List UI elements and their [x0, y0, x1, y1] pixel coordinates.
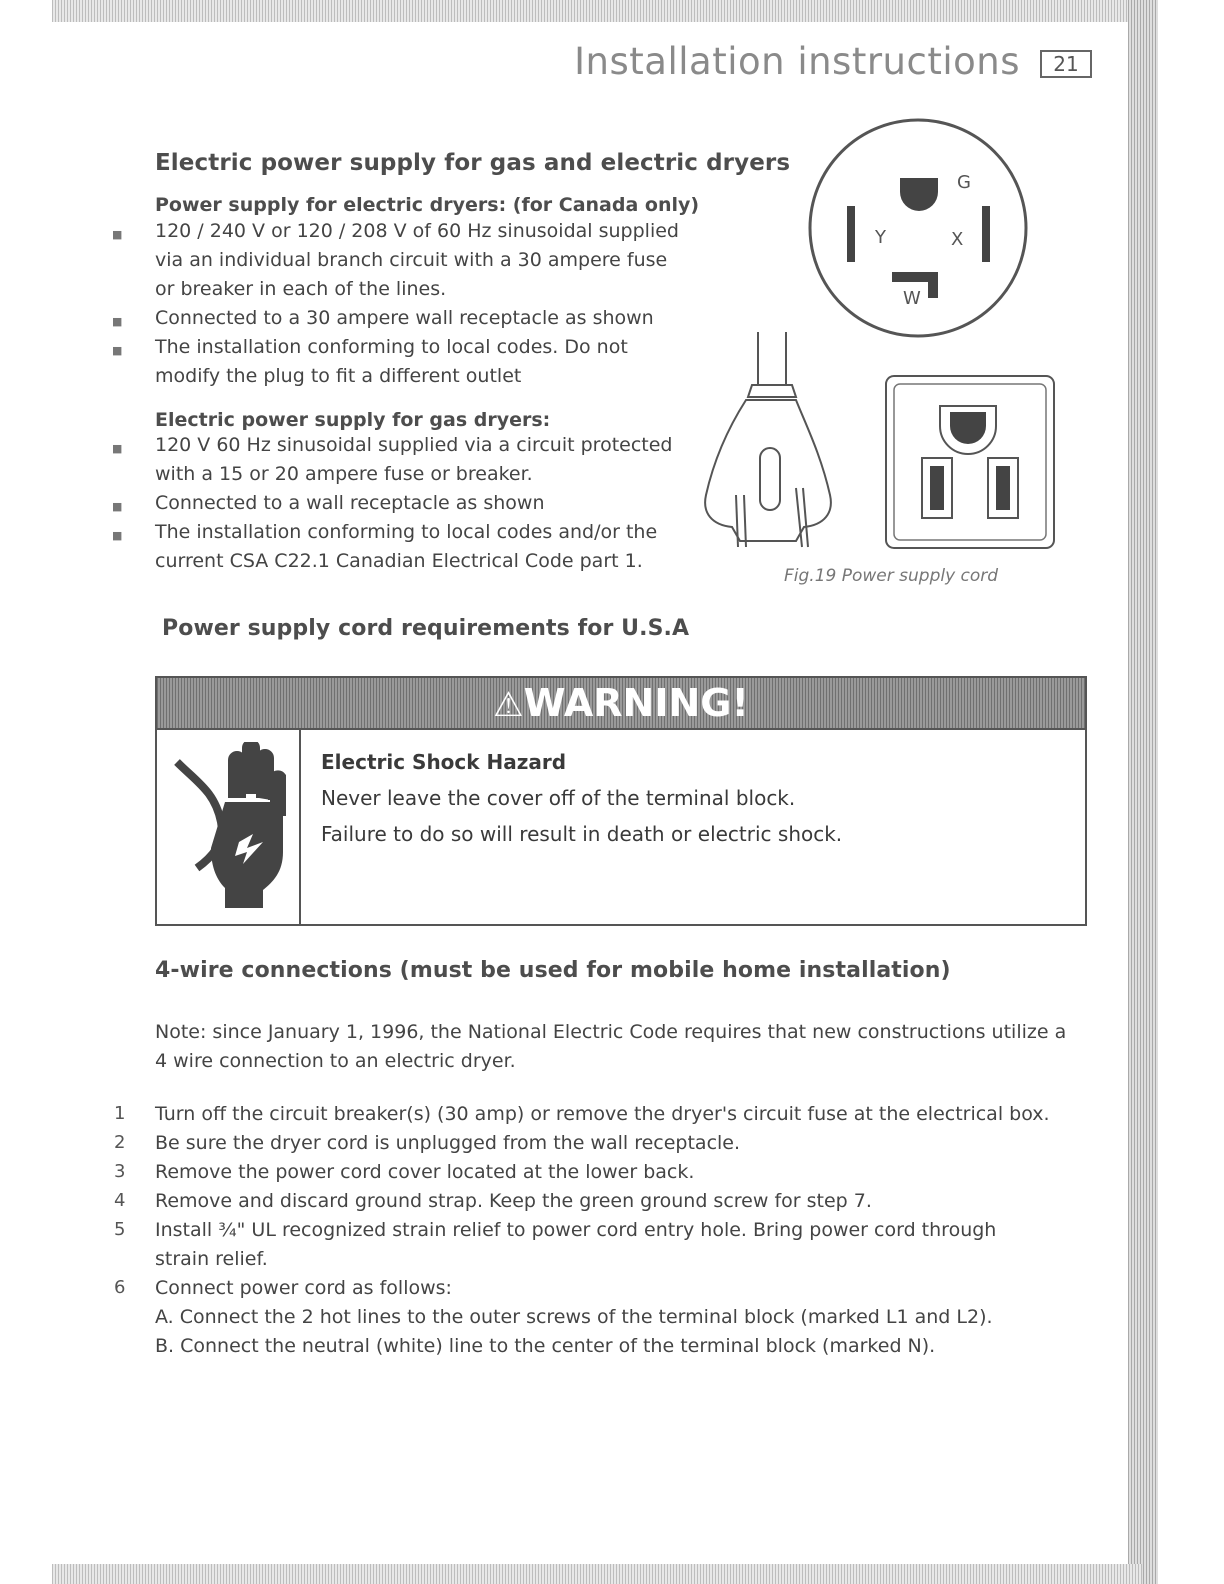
warning-divider: [299, 728, 301, 924]
warning-hazard: Electric Shock Hazard: [321, 750, 567, 774]
step-2-line-1: Be sure the dryer cord is unplugged from the wall receptacle.: [155, 1132, 741, 1154]
step-number: 3: [114, 1161, 126, 1182]
step-number: 6: [114, 1277, 126, 1298]
gas-subtitle: Electric power supply for gas dryers:: [155, 409, 551, 431]
canada-bullet-3-line-2: modify the plug to fit a different outlet: [155, 365, 522, 387]
gas-bullet-1-line-2: with a 15 or 20 ampere fuse or breaker.: [155, 463, 533, 485]
step-number: 4: [114, 1190, 126, 1211]
receptacle-label-y: Y: [875, 227, 886, 248]
step-6-line-3: B. Connect the neutral (white) line to the center of the terminal block (marked N).: [155, 1335, 936, 1357]
receptacle-label-x: X: [951, 229, 964, 250]
figure-caption: Fig.19 Power supply cord: [784, 566, 999, 586]
gas-bullet-2: Connected to a wall receptacle as shown: [155, 492, 545, 514]
step-5-line-2: strain relief.: [155, 1248, 268, 1270]
receptacle-label-g: G: [957, 172, 971, 193]
four-prong-receptacle-icon: [810, 120, 1026, 336]
three-prong-plug-icon: [705, 332, 831, 547]
step-6-line-1: Connect power cord as follows:: [155, 1277, 452, 1299]
note-line-1: Note: since January 1, 1996, the National Electric Code requires that new constructions utilize a: [155, 1021, 1067, 1043]
step-4-line-1: Remove and discard ground strap. Keep the green ground screw for step 7.: [155, 1190, 872, 1212]
canada-bullet-1-line-1: 120 / 240 V or 120 / 208 V of 60 Hz sinusoidal supplied: [155, 220, 679, 242]
bullet-icon: ■: [112, 315, 123, 328]
scan-border-top: [52, 0, 1156, 22]
section-title-4-wire: 4-wire connections (must be used for mobile home installation): [155, 958, 951, 983]
section-title-usa: Power supply cord requirements for U.S.A: [162, 616, 690, 641]
gas-bullet-3-line-1: The installation conforming to local codes and/or the: [155, 521, 658, 543]
warning-box: [155, 676, 1087, 926]
canada-subtitle: Power supply for electric dryers: (for Canada only): [155, 194, 700, 216]
warning-title: ⚠WARNING!: [493, 681, 749, 725]
gas-bullet-1-line-1: 120 V 60 Hz sinusoidal supplied via a circuit protected: [155, 434, 673, 456]
scan-border-right: [1128, 0, 1158, 1584]
page-title: Installation instructions: [574, 40, 1020, 83]
bullet-icon: ■: [112, 529, 123, 542]
warning-triangle-icon: ⚠: [493, 685, 524, 725]
step-number: 5: [114, 1219, 126, 1240]
step-6-line-2: A. Connect the 2 hot lines to the outer screws of the terminal block (marked L1 and L2).: [155, 1306, 993, 1328]
receptacle-label-w: W: [903, 288, 921, 309]
bullet-icon: ■: [112, 228, 123, 241]
power-supply-figure: [700, 110, 1080, 570]
section-title-power-supply: Electric power supply for gas and electric dryers: [155, 150, 791, 176]
canada-bullet-1-line-3: or breaker in each of the lines.: [155, 278, 447, 300]
warning-line-1: Never leave the cover off of the terminal block.: [321, 786, 796, 810]
step-1-line-1: Turn off the circuit breaker(s) (30 amp) or remove the dryer's circuit fuse at the electrical box.: [155, 1103, 1050, 1125]
electric-shock-hand-icon: [167, 742, 291, 910]
three-prong-outlet-icon: [886, 376, 1054, 548]
scan-border-bottom: [52, 1564, 1142, 1584]
canada-bullet-3-line-1: The installation conforming to local codes. Do not: [155, 336, 628, 358]
step-3-line-1: Remove the power cord cover located at the lower back.: [155, 1161, 695, 1183]
page-number: 21: [1040, 50, 1092, 78]
bullet-icon: ■: [112, 500, 123, 513]
step-5-line-1: Install ¾" UL recognized strain relief to power cord entry hole. Bring power cord through: [155, 1219, 997, 1241]
warning-line-2: Failure to do so will result in death or electric shock.: [321, 822, 843, 846]
step-number: 2: [114, 1132, 126, 1153]
note-line-2: 4 wire connection to an electric dryer.: [155, 1050, 516, 1072]
bullet-icon: ■: [112, 442, 123, 455]
canada-bullet-2: Connected to a 30 ampere wall receptacle as shown: [155, 307, 654, 329]
bullet-icon: ■: [112, 344, 123, 357]
canada-bullet-1-line-2: via an individual branch circuit with a 30 ampere fuse: [155, 249, 668, 271]
step-number: 1: [114, 1103, 126, 1124]
gas-bullet-3-line-2: current CSA C22.1 Canadian Electrical Code part 1.: [155, 550, 643, 572]
